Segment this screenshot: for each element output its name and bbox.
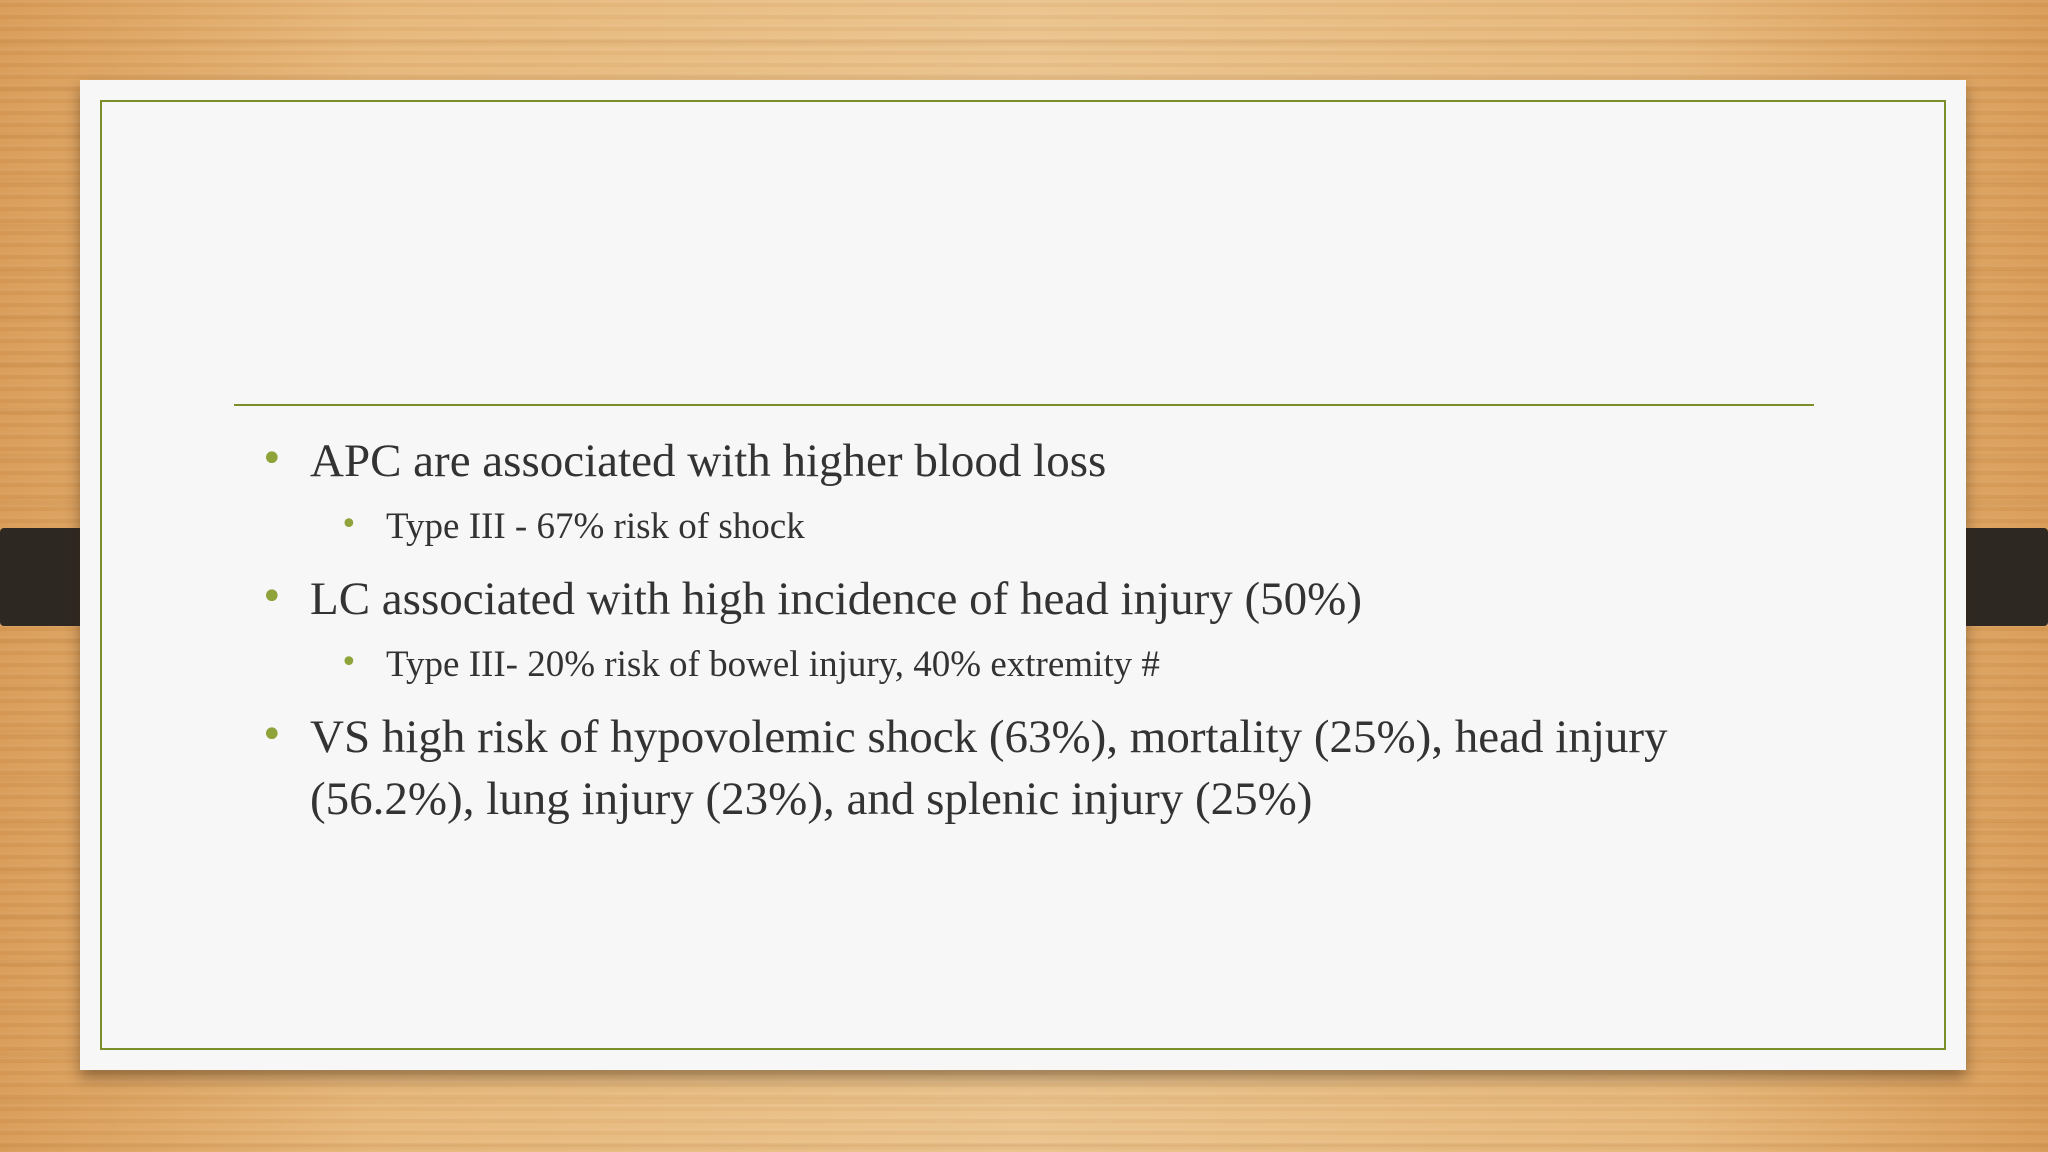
bullet-text: VS high risk of hypovolemic shock (63%), mortality (25%), head injury (56.2%), lung injury (23%), and splenic injury (25%) bbox=[310, 711, 1668, 825]
sub-bullet-text: Type III- 20% risk of bowel injury, 40% extremity # bbox=[386, 644, 1160, 685]
bullet-item bbox=[260, 430, 1790, 492]
bullet-dot-icon: • bbox=[340, 507, 358, 542]
bullet-text: LC associated with high incidence of head injury (50%) bbox=[310, 573, 1362, 625]
bullet-dot-icon: • bbox=[260, 436, 284, 482]
bullet-dot-icon: • bbox=[260, 574, 284, 620]
bullet-item bbox=[260, 568, 1790, 630]
sub-bullet-item bbox=[260, 640, 1790, 690]
bullet-dot-icon: • bbox=[260, 712, 284, 758]
bullet-list bbox=[260, 430, 1790, 830]
bullet-dot-icon: • bbox=[340, 645, 358, 680]
title-divider-line bbox=[234, 404, 1814, 406]
sub-bullet-item bbox=[260, 502, 1790, 552]
bullet-text: APC are associated with higher blood loss bbox=[310, 435, 1107, 487]
bullet-item bbox=[260, 706, 1790, 830]
sub-bullet-text: Type III - 67% risk of shock bbox=[386, 506, 805, 547]
